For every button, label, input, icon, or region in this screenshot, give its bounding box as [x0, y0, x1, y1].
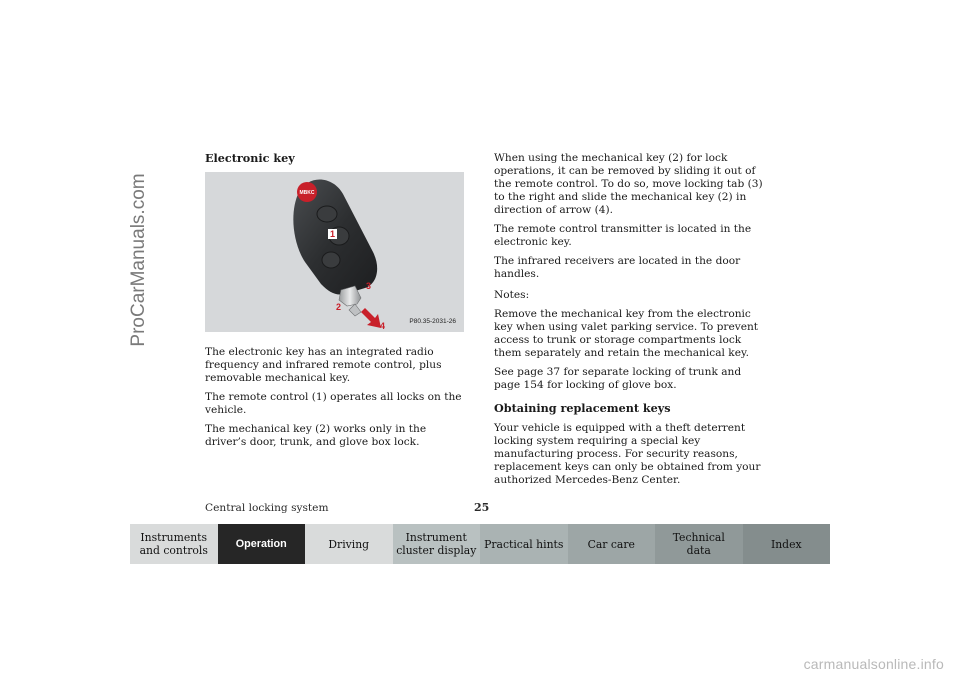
trunk-button [322, 252, 340, 268]
paragraph: The electronic key has an integrated radio frequency and infrared remote control, plus removable mechanical key. [205, 346, 442, 384]
callout-4: 4 [380, 321, 386, 331]
electronic-key-illustration [205, 172, 464, 332]
tab-index[interactable]: Index [743, 524, 831, 564]
callout-3: 3 [366, 281, 372, 291]
tab-instrument-cluster-display[interactable]: Instrument cluster display [393, 524, 481, 564]
figure-code: P80.35-2031-26 [409, 318, 456, 325]
badge-text: MBKC [299, 190, 315, 196]
section-heading-replacement-keys: Obtaining replacement keys [494, 401, 671, 415]
bottom-watermark: carmanualsonline.info [803, 656, 944, 672]
paragraph: The mechanical key (2) works only in the driver’s door, trunk, and glove box lock. [205, 423, 427, 448]
note: Remove the mechanical key from the electronic key when using valet parking service. To prevent access to trunk or storage compartments lock them separately and retain the mechanical key. [494, 308, 759, 359]
tab-instruments-and-controls[interactable]: Instruments and controls [130, 524, 218, 564]
page-number: 25 [474, 501, 490, 514]
paragraph: The remote control transmitter is located in the electronic key. [494, 223, 752, 248]
lock-button [317, 206, 337, 222]
section-heading: Electronic key [205, 151, 295, 165]
tab-technical-data[interactable]: Technical data [655, 524, 743, 564]
chapter-tab-bar [130, 524, 830, 564]
tab-operation[interactable]: Operation [218, 524, 306, 564]
tab-driving[interactable]: Driving [305, 524, 393, 564]
left-column [205, 152, 467, 455]
tab-practical-hints[interactable]: Practical hints [480, 524, 568, 564]
tab-car-care[interactable]: Car care [568, 524, 656, 564]
paragraph: When using the mechanical key (2) for lock operations, it can be removed by sliding it out of the remote control. To do so, move locking tab (3) to the right and slide the mechanical key (2) in direction of arrow (4). [494, 152, 763, 216]
notes-label: Notes: [494, 289, 530, 301]
paragraph: The infrared receivers are located in the door handles. [494, 255, 741, 280]
callout-1: 1 [330, 229, 336, 239]
note: See page 37 for separate locking of trunk and page 154 for locking of glove box. [494, 366, 742, 391]
paragraph: The remote control (1) operates all locks on the vehicle. [205, 391, 462, 416]
footer-section-title: Central locking system [205, 502, 329, 514]
key-figure [205, 172, 464, 332]
right-column [494, 152, 764, 493]
paragraph: Your vehicle is equipped with a theft deterrent locking system requiring a special key manufacturing process. For security reasons, replacement keys can only be obtained from your authorized Mercedes-Benz Center. [494, 422, 761, 486]
direction-arrow [361, 308, 381, 328]
side-watermark: ProCarManuals.com [128, 173, 149, 347]
callout-2: 2 [336, 302, 342, 312]
